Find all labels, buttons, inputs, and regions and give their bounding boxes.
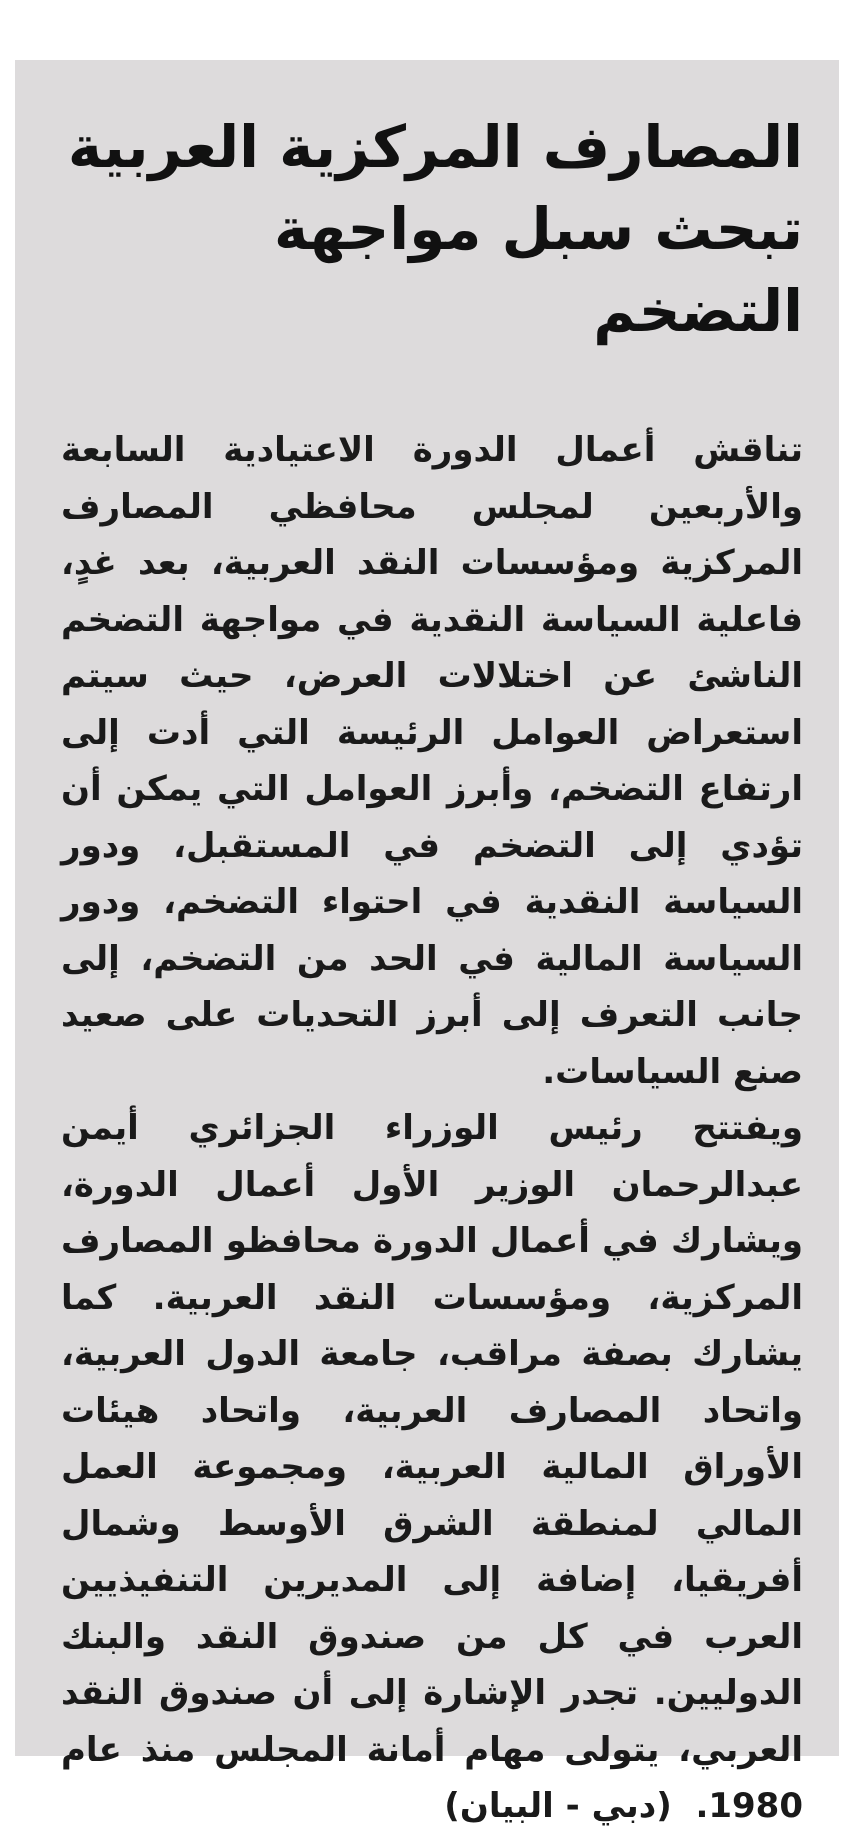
article-headline [61, 106, 803, 352]
article-paragraph-2-text: ويفتتح رئيس الوزراء الجزائري أيمن عبدالرحمان الوزير الأول أعمال الدورة، ويشارك في أعمال الدورة محافظو المصارف المركزية، ومؤسسات النقد العربية. كما يشارك بصفة مراقب، جامعة الدول العربية، واتحاد المصارف العربية، واتحاد هيئات الأوراق المالية العربية، ومجموعة العمل المالي لمنطقة الشرق الأوسط وشمال أفريقيا، إضافة إلى المديرين التنفيذيين العرب في كل من صندوق النقد والبنك الدوليين. تجدر الإشارة إلى أن صندوق النقد العربي، يتولى مهام أمانة المجلس منذ عام 1980. [61, 1108, 803, 1826]
article-paragraph-2 [61, 1100, 803, 1835]
article-paragraph-1: تناقش أعمال الدورة الاعتيادية السابعة والأربعين لمجلس محافظي المصارف المركزية ومؤسسات النقد العربية، بعد غدٍ، فاعلية السياسة النقدية في مواجهة التضخم الناشئ عن اختلالات العرض، حيث سيتم استعراض العوامل الرئيسة التي أدت إلى ارتفاع التضخم، وأبرز العوامل التي يمكن أن تؤدي إلى التضخم في المستقبل، ودور السياسة النقدية في احتواء التضخم، ودور السياسة المالية في الحد من التضخم، إلى جانب التعرف إلى أبرز التحديات على صعيد صنع السياسات. [61, 430, 803, 1092]
source-credit: (دبي - البيان) [444, 1786, 672, 1826]
headline-line-2: تبحث سبل مواجهة التضخم [274, 195, 803, 345]
article-panel [15, 60, 839, 1826]
article-body [61, 422, 803, 1835]
headline-line-1: المصارف المركزية العربية [67, 113, 803, 181]
